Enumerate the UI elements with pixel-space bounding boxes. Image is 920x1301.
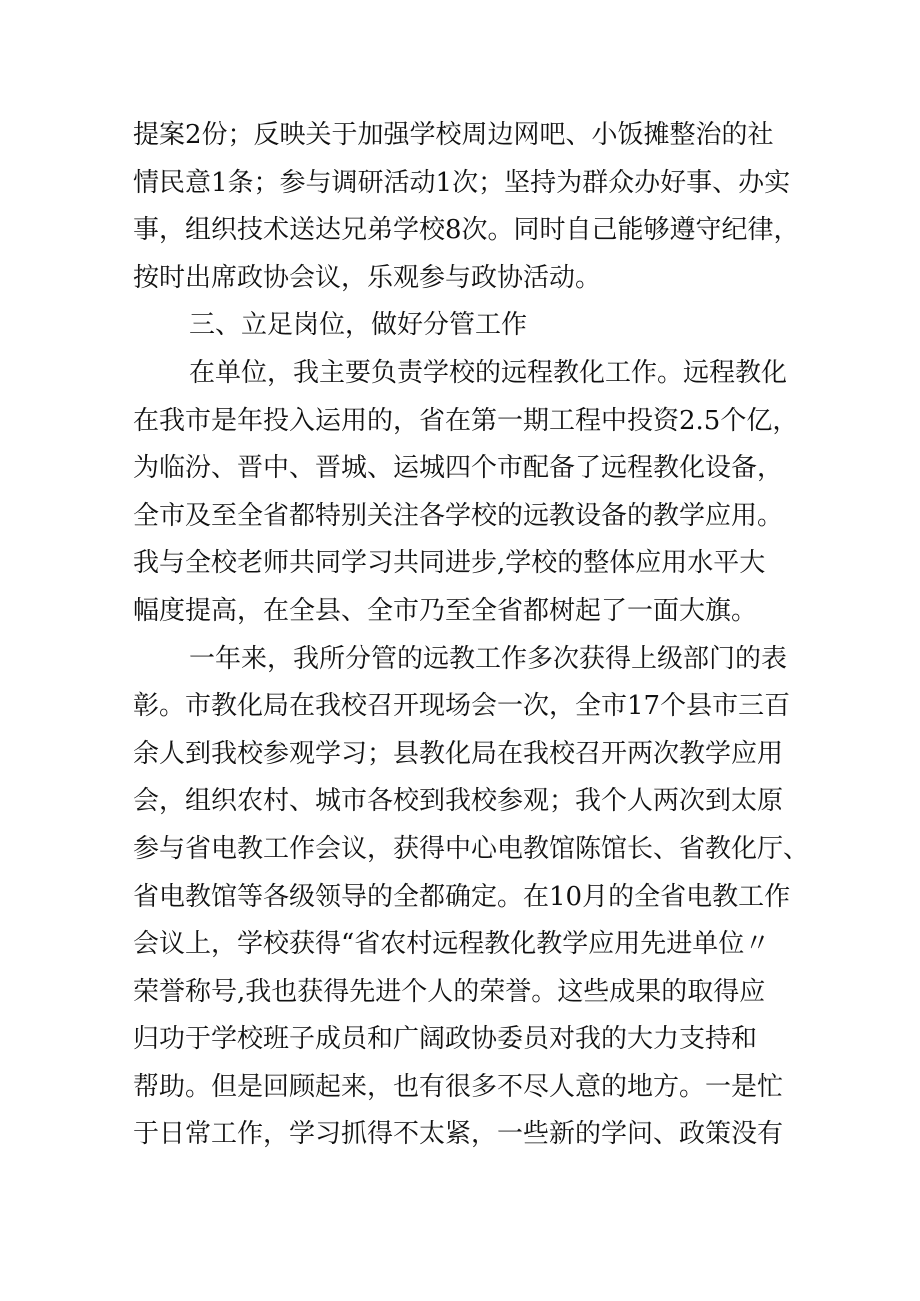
body-text-line: 按时出席政协会议，乐观参与政协活动。 — [133, 262, 602, 293]
paragraph-first-line: 一年来，我所分管的远教工作多次获得上级部门的表 — [189, 643, 788, 674]
document-body — [133, 112, 810, 1159]
body-text-line: 情民意1条；参与调研活动1次；坚持为群众办好事、办实 — [133, 167, 791, 198]
body-text-line: 提案2份；反映关于加强学校周边网吧、小饭摊整治的社 — [133, 120, 774, 150]
body-text-line: 帮助。但是回顾起来，也有很多不尽人意的地方。一是忙 — [133, 1071, 784, 1102]
body-text-line: 会，组织农村、城市各校到我校参观；我个人两次到太原 — [133, 786, 784, 817]
paragraph-first-line: 在单位，我主要负责学校的远程教化工作。远程教化 — [189, 357, 788, 388]
body-text-line: 会议上，学校获得“省农村远程教化教学应用先进单位〃 — [133, 929, 771, 960]
body-text-line: 彰。市教化局在我校召开现场会一次，全市17个县市三百 — [133, 691, 791, 722]
body-text-line: 省电教馆等各级领导的全都确定。在10月的全省电教工作 — [133, 881, 791, 912]
body-text-line: 为临汾、晋中、晋城、运城四个市配备了远程教化设备， — [133, 453, 784, 484]
body-text-line: 余人到我校参观学习；县教化局在我校召开两次教学应用 — [133, 738, 784, 769]
body-text-line: 于日常工作，学习抓得不太紧，一些新的学问、政策没有 — [133, 1119, 784, 1150]
body-text-line: 在我市是年投入运用的，省在第一期工程中投资2.5个亿， — [133, 405, 799, 436]
body-text-line: 事，组织技术送达兄弟学校8次。同时自己能够遵守纪律， — [133, 215, 800, 246]
body-text-line: 归功于学校班子成员和广阔政协委员对我的大力支持和 — [133, 1024, 758, 1055]
body-text-line: 全市及至全省都特别关注各学校的远教设备的教学应用。 — [133, 500, 784, 531]
body-text-line: 幅度提高，在全县、全市乃至全省都树起了一面大旗。 — [133, 595, 758, 626]
section-heading: 三、立足岗位，做好分管工作 — [189, 310, 528, 341]
body-text-line: 参与省电教工作会议，获得中心电教馆陈馆长、省教化厅、 — [133, 833, 810, 864]
body-text-line: 荣誉称号,我也获得先进个人的荣誉。这些成果的取得应 — [133, 976, 766, 1007]
body-text-line: 我与全校老师共同学习共同进步,学校的整体应用水平大 — [133, 548, 766, 579]
